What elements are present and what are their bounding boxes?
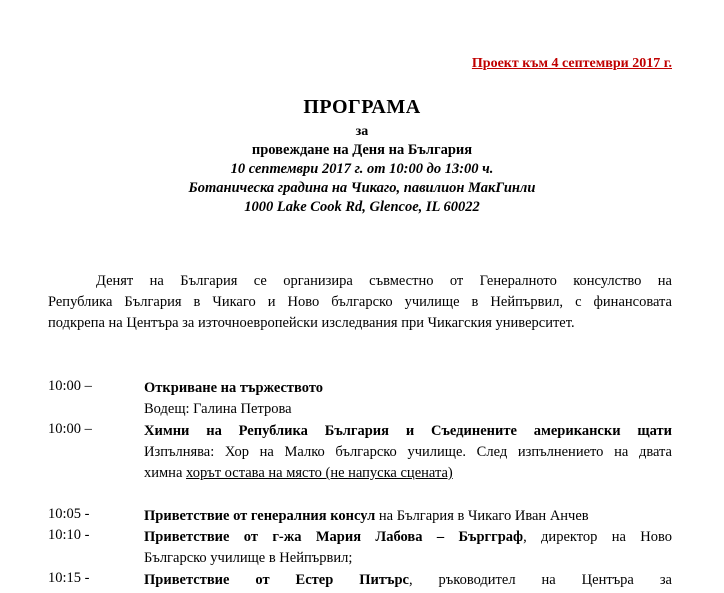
program-title-3: Приветствие от генералния консул	[144, 508, 376, 524]
page-title: ПРОГРАМА	[303, 96, 421, 118]
program-time-1: 10:00 –	[48, 378, 92, 394]
event-place: Ботаническа градина на Чикаго, павилион МакГинли	[188, 180, 536, 196]
program-line-5	[144, 570, 672, 590]
program-detail-2b-plain: химна	[144, 465, 187, 481]
program-rest-5: , ръководител на Центъра за	[408, 572, 672, 588]
program-title-5: Приветствие от Естер Питърс	[144, 572, 409, 588]
program-time-2: 10:00 –	[48, 421, 92, 437]
intro-line-1: Денят на България се организира съвместно от Генералното консулство на	[96, 273, 672, 289]
program-rest-3: на България в Чикаго Иван Анчев	[375, 508, 589, 524]
intro-line-2: Република България в Чикаго и Ново българско училище в Нейпървил, с финансовата	[48, 294, 672, 310]
program-line-4	[144, 527, 672, 547]
program-detail-1: Водещ: Галина Петрова	[144, 401, 292, 417]
program-rest-4: , директор на Ново	[523, 529, 672, 545]
program-title-2: Химни на Република България и Съединените американски щати	[144, 423, 672, 439]
program-time-4: 10:10 -	[48, 527, 90, 543]
event-date: 10 септември 2017 г. от 10:00 до 13:00 ч.	[230, 161, 494, 177]
program-detail-2b-underlined: хорът остава на място (не напуска сцената)	[186, 465, 453, 481]
program-title-1: Откриване на тържеството	[144, 380, 324, 396]
event-address: 1000 Lake Cook Rd, Glencoe, IL 60022	[244, 199, 480, 215]
draft-note: Проект към 4 септември 2017 г.	[471, 56, 672, 71]
program-time-5: 10:15 -	[48, 570, 90, 586]
event-subtitle: провеждане на Деня на България	[251, 142, 473, 158]
program-detail-2b	[144, 463, 672, 483]
title-preposition: за	[355, 124, 369, 139]
program-detail-4: Българско училище в Нейпървил;	[144, 550, 353, 566]
program-detail-2: Изпълнява: Хор на Малко българско училище. След изпълнението на двата	[144, 444, 672, 460]
program-time-3: 10:05 -	[48, 506, 90, 522]
program-title-4: Приветствие от г-жа Мария Лабова – Бъргграф	[144, 529, 524, 545]
program-line-3	[144, 506, 672, 526]
intro-line-3: подкрепа на Центъра за източноевропейски изследвания при Чикагския университет.	[48, 315, 575, 331]
